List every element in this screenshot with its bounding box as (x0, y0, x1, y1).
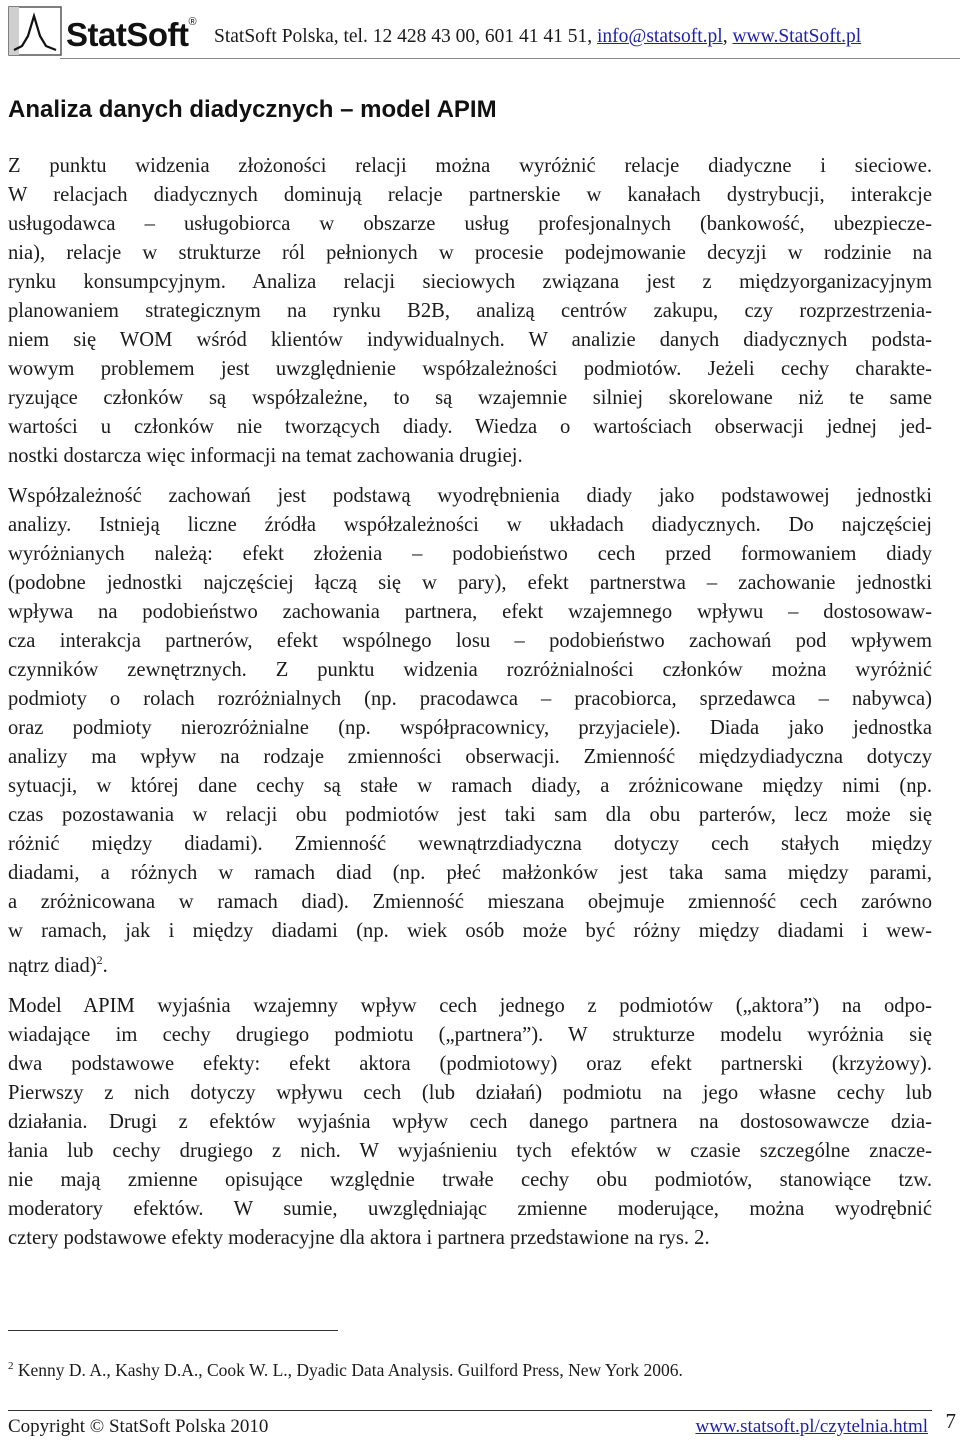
paragraph-1: Z punktu widzenia złożoności relacji można wyróżnić relacje diadyczne i sieciowe. W relacjach diadycznych dominują relacje partnerskie w kanałach dystrybucji, interakcje usługodawca – usługobiorca w obszarze usług profesjonalnych (bankowość, ubezpiecze- nia), relacje w strukturze ról pełnionych w procesie podejmowanie decyzji w rodzinie na rynku konsumpcyjnym. Analiza relacji sieciowych związana jest z międzyorganizacyjnym planowaniem strategicznym na rynku B2B, analizą centrów zakupu, czy rozprzestrzenia- niem się WOM wśród klientów indywidualnych. W analizie danych diadycznych podsta- wowym problemem jest uwzględnienie współzależności podmiotów. Jeżeli cechy charakte- ryzujące członków są współzależne, to są wzajemnie silniej skorelowane niż te same wartości u członków nie tworzących diady. Wiedza o wartościach obserwacji jednej jed- nostki dostarcza więc informacji na temat zachowania drugiej. (8, 155, 932, 467)
footnote-ref[interactable]: 2 (96, 953, 103, 967)
page-title: Analiza danych diadycznych – model APIM (8, 96, 497, 123)
paragraph-3: Model APIM wyjaśnia wzajemny wpływ cech jednego z podmiotów („aktora”) na odpo- wiadające im cechy drugiego podmiotu („partnera”). W strukturze modelu wyróżnia się dwa podstawowe efekty: efekt aktora (podmiotowy) oraz efekt partnerski (krzyżowy). Pierwszy z nich dotyczy wpływu cech (lub działań) podmiotu na jego własne cechy lub działania. Drugi z efektów wyjaśnia wpływ cech danego partnera na dostosowawcze dzia- łania lub cechy drugiego z nich. W wyjaśnieniu tych efektów w czasie szczególne znacze- nie mają zmienne opisujące względnie trwałe cechy obu podmiotów, stanowiące tzw. moderatory efektów. W sumie, uwzględniając zmienne moderujące, można wyodrębnić cztery podstawowe efekty moderacyjne dla aktora i partnera przedstawione na rys. 2. (8, 994, 932, 1249)
footer-link[interactable]: www.statsoft.pl/czytelnia.html (695, 1416, 928, 1437)
footer-divider (8, 1410, 932, 1411)
last-line-with-footnote: nątrz diad)$^2$. (8, 953, 108, 977)
paragraph-2: Współzależność zachowań jest podstawą wyodrębnienia diady jako podstawowej jednostki analizy. Istnieją liczne źródła współzależności w układach diadycznych. Do najczęściej wyróżnianych należą: efekt złożenia – podobieństwo cech przed formowaniem diady (podobne jednostki najczęściej łączą się w pary), efekt partnerstwa – zachowanie jednostki wpływa na podobieństwo zachowania partnera, efekt wzajemnego wpływu – dostosowaw- cza interakcja partnerów, efekt wspólnego losu – podobieństwo zachowań pod wpływem czynników zewnętrznych. Z punktu widzenia rozróżnialności członków można wyróżnić podmioty o rolach rozróżnialnych (np. pracodawca – pracobiorca, sprzedawca – nabywca) oraz podmioty nierozróżnialne (np. współpracownicy, przyjaciele). Diada jako jednostka analizy ma wpływ na rodzaje zmienności obserwacji. Zmienność międzydiadyczna dotyczy sytuacji, w której dane cechy są stałe w ramach diady, a zróżnicowane między nimi (np. czas pozostawania w relacji obu podmiotów jest taki sam dla obu parterów, lecz może się różnić między diadami). Zmienność wewnątrzdiadyczna dotyczy cech stałych między diadami, a różnych w ramach diad (np. płeć małżonków jest taka sama między parami, a zróżnicowana w ramach diad). Zmienność mieszana obejmuje zmienność cech zarówno w ramach, jak i między diadami (np. wiek osób może być różny między diadami i wew- nątrz diad)$^2$. (8, 482, 932, 981)
footnote-text: Kenny D. A., Kashy D.A., Cook W. L., Dyadic Data Analysis. Guilford Press, New York 2006. (13, 1360, 683, 1380)
footnote-divider (8, 1330, 338, 1331)
contact-text: StatSoft Polska, tel. 12 428 43 00, 601 41 41 51, (214, 26, 597, 47)
email-link[interactable]: info@statsoft.pl (596, 26, 723, 47)
footnote (8, 1360, 683, 1381)
website-link[interactable]: www.StatSoft.pl (732, 26, 862, 47)
page-number: 7 (945, 1409, 956, 1433)
statsoft-logo-icon (8, 6, 62, 56)
footer-copyright: Copyright © StatSoft Polska 2010 (8, 1416, 269, 1437)
page-header (0, 0, 960, 70)
statsoft-logo-text: StatSoft® (66, 16, 197, 53)
article-body (8, 152, 932, 1264)
footnote-number: 2 (8, 1360, 14, 1373)
header-divider (60, 58, 960, 59)
header-contact: StatSoft Polska, tel. 12 428 43 00, 601 41 41 51, info@statsoft.pl, www.StatSoft.pl (214, 26, 862, 47)
